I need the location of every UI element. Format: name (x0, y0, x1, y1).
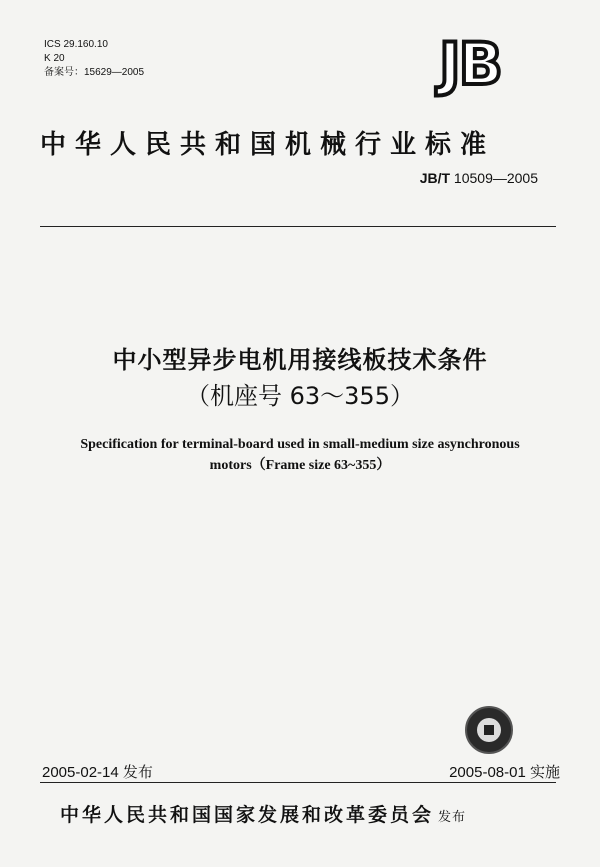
ics-code: ICS 29.160.10 (44, 39, 108, 50)
top-divider (40, 226, 556, 227)
class-code: K 20 (44, 53, 65, 64)
jb-logo: JB (439, 30, 501, 98)
standard-number-value: 10509—2005 (453, 170, 538, 186)
implementation-date: 2005-08-01 实施 (449, 764, 560, 781)
bottom-divider (40, 782, 556, 783)
seal-core (484, 725, 494, 735)
issuer-name: 中华人民共和国国家发展和改革委员会 (60, 804, 435, 826)
record-number: 备案号：15629—2005 (44, 67, 145, 78)
chinese-title-line1: 中小型异步电机用接线板技术条件 (112, 346, 488, 374)
standard-category-title: 中华人民共和国机械行业标准 (40, 130, 496, 160)
english-title-line1: Specification for terminal-board used in small-medium size asynchronous (80, 437, 520, 452)
issue-date: 2005-02-14 发布 (42, 764, 153, 781)
classification-block (44, 38, 144, 80)
issuer-suffix: 发布 (438, 810, 467, 825)
english-title-line2: motors（Frame size 63~355） (209, 458, 391, 473)
issuing-authority (60, 800, 466, 827)
standard-number (420, 170, 538, 186)
chinese-title-line2: （机座号 63～355） (186, 382, 414, 410)
official-seal-icon (465, 706, 513, 754)
standard-number-prefix: JB/T (419, 170, 451, 186)
